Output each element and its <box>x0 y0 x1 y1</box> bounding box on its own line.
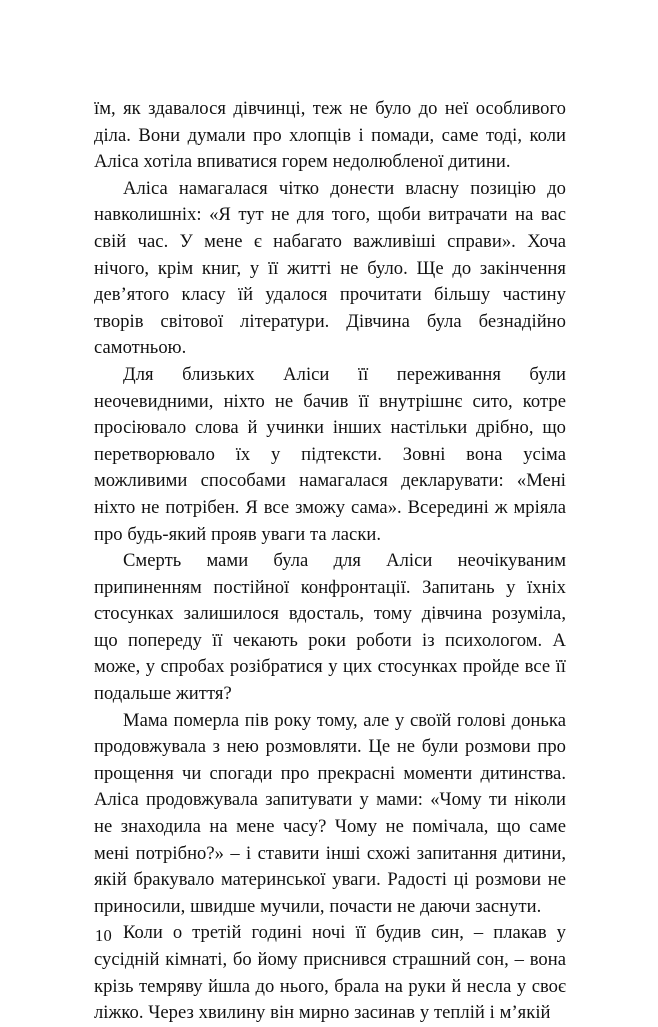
paragraph-5: Мама померла пів року тому, але у своїй голові донька продовжувала з нею розмовляти. Це не були розмови про прощення чи спогади про прекрасні моменти дитинства. Аліса продовжувала запитувати у мами: «Чому ти ніколи не знаходила на мене часу? Чому не помічала, що саме мені потрібно?» – і ставити інші схожі запитання дитини, якій бракувало материнської уваги. Радості ці розмови не приносили, швидше мучили, почасти не даючи заснути. <box>94 709 566 917</box>
paragraph-6: Коли о третій годині ночі її будив син, – плакав у сусідній кімнаті, бо йому приснився страшний сон, – вона крізь темряву йшла до нього, брала на руки й несла у своє ліжко. Через хвилину він мирно засинав у теплій і м’якій <box>94 922 566 1024</box>
paragraph-1: їм, як здавалося дівчинці, теж не було до неї особливого діла. Вони думали про хлопців і помади, саме тоді, коли Аліса хотіла впиватися горем недолюбленої дитини. <box>94 98 566 173</box>
paragraph-2: Аліса намагалася чітко донести власну позицію до навколишніх: «Я тут не для того, щоби витрачати на вас свій час. У мене є набагато важливіші справи». Хоча нічого, крім книг, у її житті не було. Ще до закінчення дев’ятого класу їй удалося прочитати більшу частину творів світової літератури. Дівчина була безнадійно самотньою. <box>94 177 566 359</box>
page-number: 10 <box>95 926 112 945</box>
body-text-block <box>94 96 566 1027</box>
paragraph-3: Для близьких Аліси її переживання були неочевидними, ніхто не бачив її внутрішнє сито, котре просіювало слова й учинки інших настільки дрібно, що перетворювало їх у підтексти. Зовні вона усіма можливими способами намагалася декларувати: «Мені ніхто не потрібен. Я все зможу сама». Всередині ж мріяла про будь-який прояв уваги та ласки. <box>94 363 566 545</box>
paragraph-4: Смерть мами була для Аліси неочікуваним припиненням постійної конфронтації. Запитань у їхніх стосунках залишилося вдосталь, тому дівчина розуміла, що попереду її чекають роки роботи із психологом. А може, у спробах розібратися у цих стосунках пройде все її подальше життя? <box>94 550 566 705</box>
